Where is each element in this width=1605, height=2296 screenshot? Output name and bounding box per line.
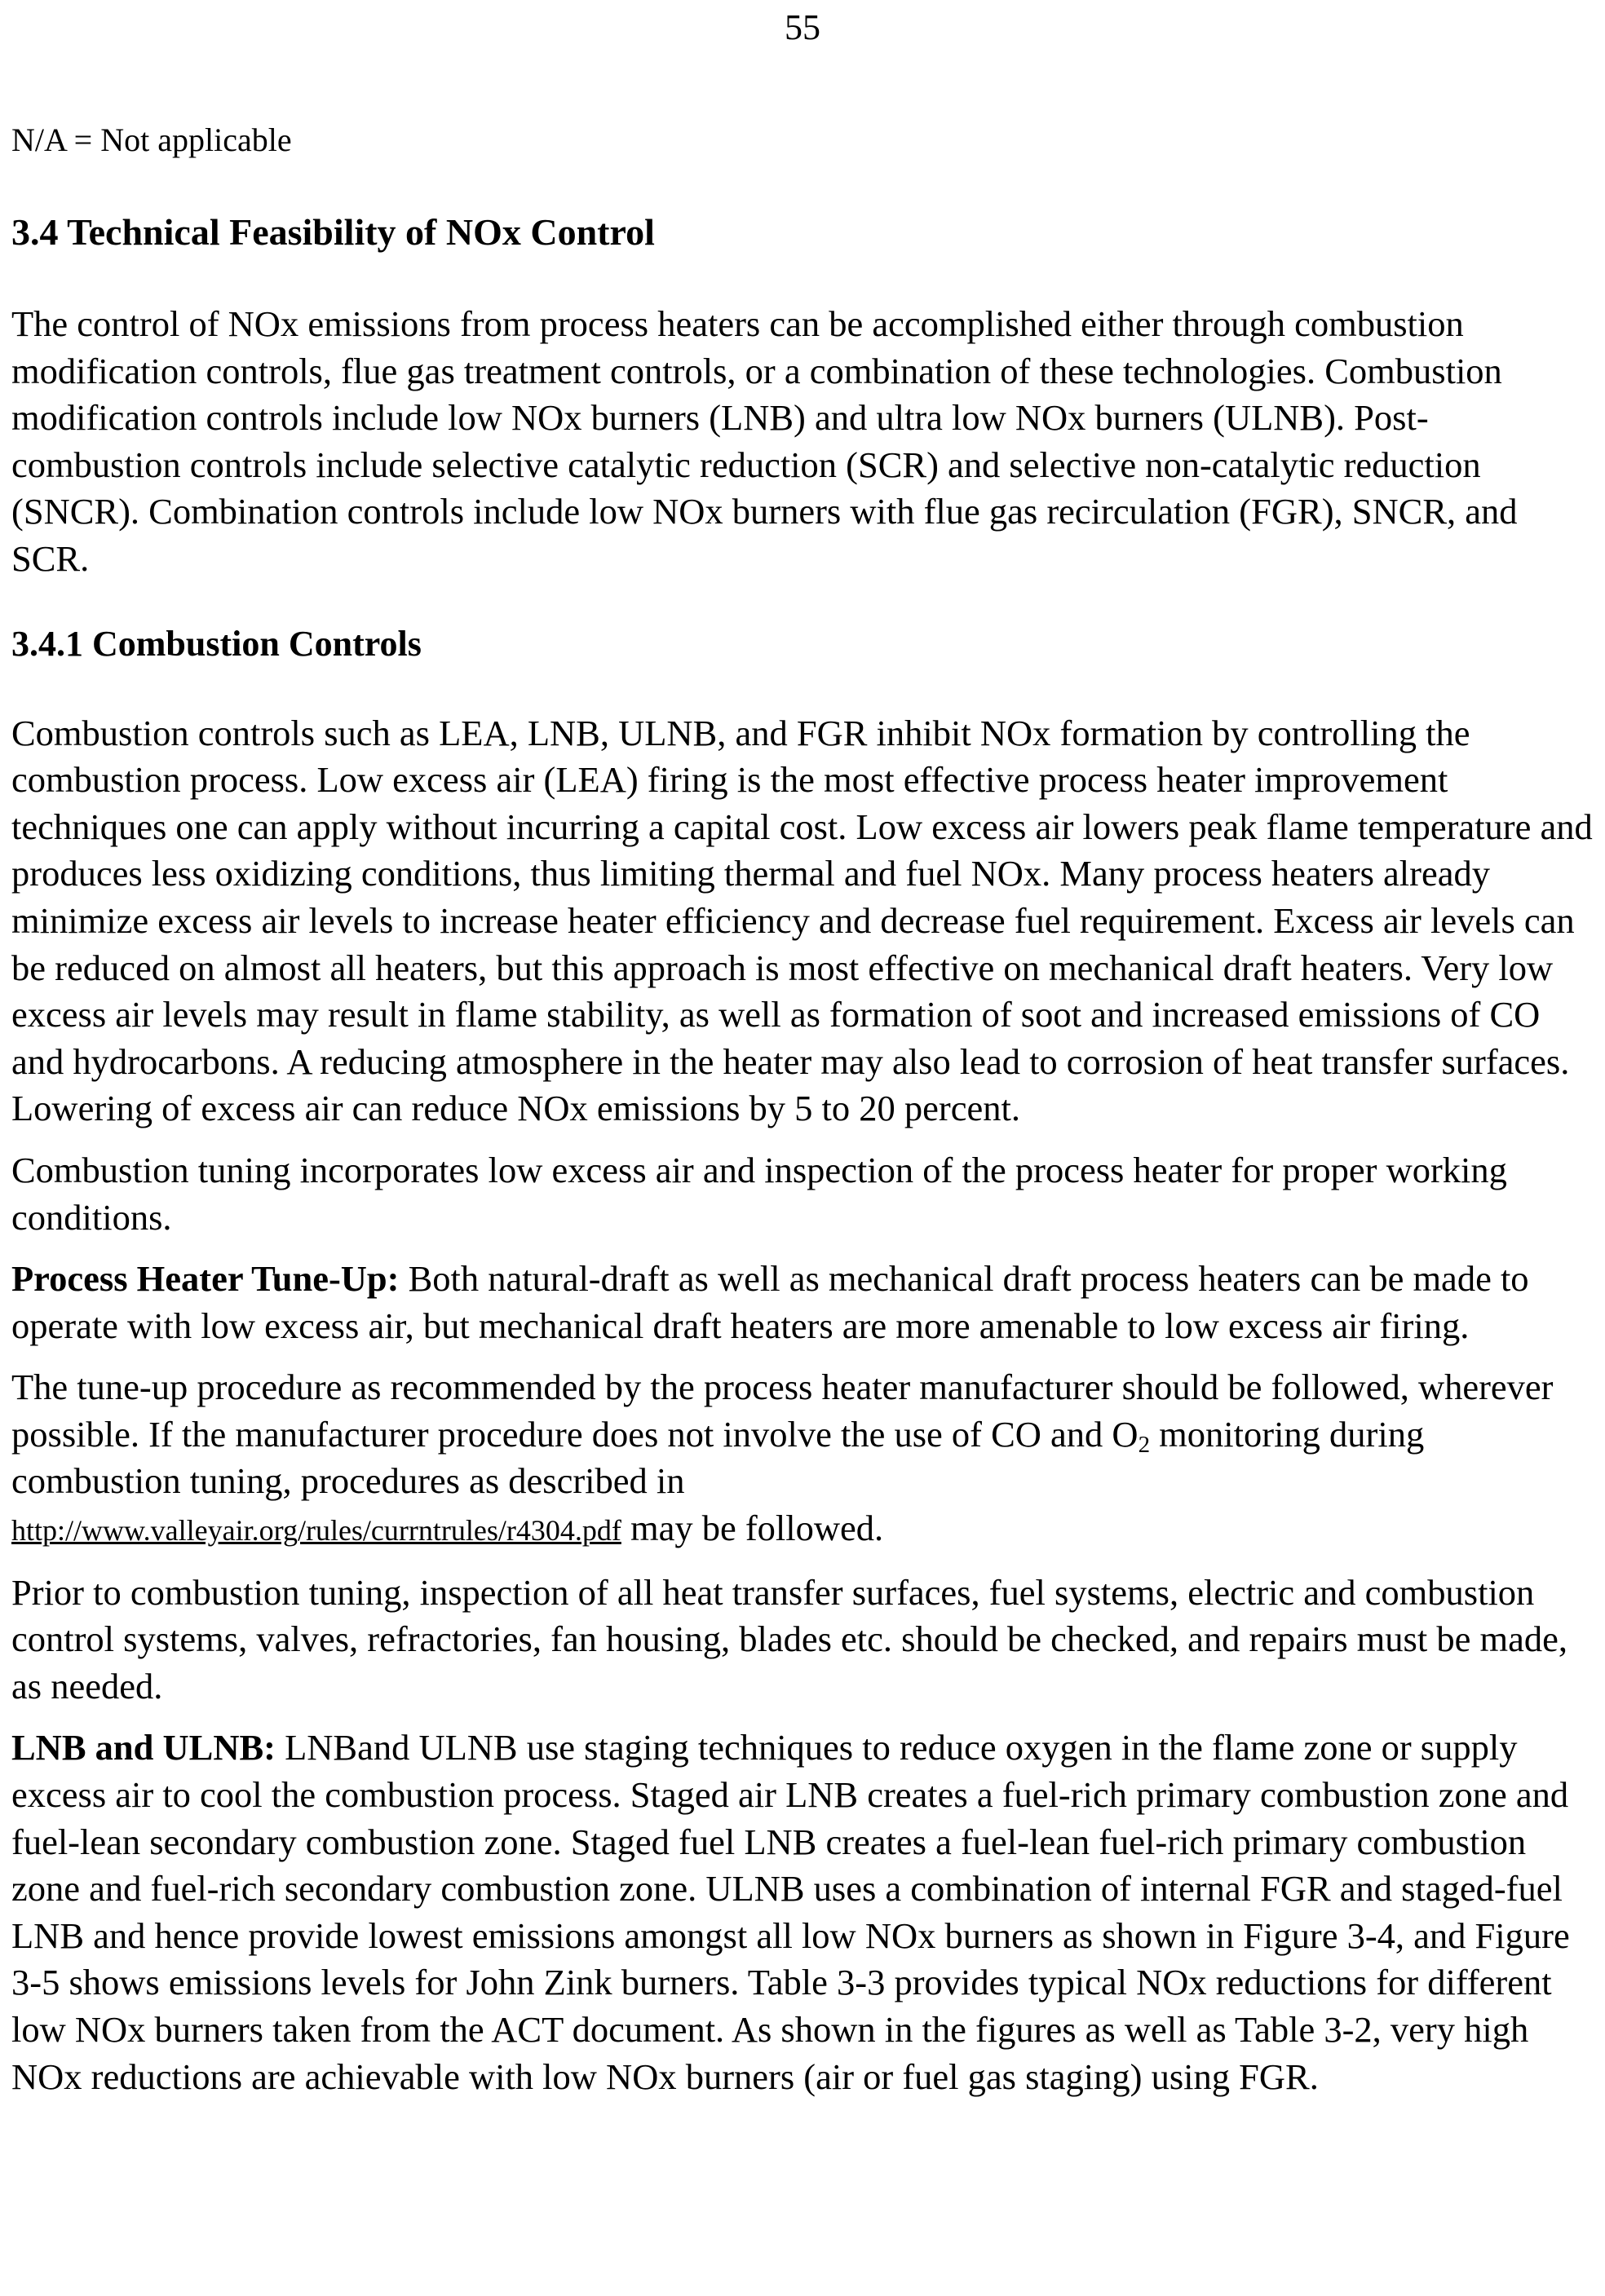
inspection-paragraph: Prior to combustion tuning, inspection of all heat transfer surfaces, fuel systems, electric and combustion control systems, valves, refractories, fan housing, blades etc. should be checked, and repairs must be made, as needed. — [11, 1571, 1567, 1707]
lnb-ulnb-lead: LNB and ULNB: — [11, 1727, 276, 1768]
tune-up-text: Both natural-draft as well as mechanical draft process heaters can be made to operate with low excess air, but mechanical draft heaters are more amenable to low excess air firing. — [11, 1258, 1529, 1346]
subsection-heading: 3.4.1 Combustion Controls — [11, 623, 422, 664]
table-footnote: N/A = Not applicable — [11, 121, 292, 158]
procedure-text-end: may be followed. — [621, 1508, 884, 1549]
procedure-text-middle: monitoring during combustion tuning, procedures as described in — [11, 1413, 1425, 1502]
page-number: 55 — [785, 7, 820, 47]
combustion-controls-paragraph: Combustion controls such as LEA, LNB, ULNB, and FGR inhibit NOx formation by controlling the combustion process. Low excess air (LEA) firing is the most effective process heater improvement techniques one can apply without incurring a capital cost. Low excess air lowers peak flame temperature and produces less oxidizing conditions, thus limiting thermal and fuel NOx. Many process heaters already minimize excess air levels to increase heater efficiency and decrease fuel requirement. Excess air levels can be reduced on almost all heaters, but this approach is most effective on mechanical draft heaters. Very low excess air levels may result in flame stability, as well as formation of soot and increased emissions of CO and hydrocarbons. A reducing atmosphere in the heater may also lead to corrosion of heat transfer surfaces. Lowering of excess air can reduce NOx emissions by 5 to 20 percent. — [11, 712, 1593, 1129]
lnb-ulnb-text: LNBand ULNB use staging techniques to reduce oxygen in the flame zone or supply excess air to cool the combustion process. Staged air LNB creates a fuel-rich primary combustion zone and fuel-lean secondary combustion zone. Staged fuel LNB creates a fuel-lean fuel-rich primary combustion zone and fuel-rich secondary combustion zone. ULNB uses a combination of internal FGR and staged-fuel LNB and hence provide lowest emissions amongst all low NOx burners as shown in Figure 3-4, and Figure 3-5 shows emissions levels for John Zink burners. Table 3-3 provides typical NOx reductions for different low NOx burners taken from the ACT document. As shown in the figures as well as Table 3-2, very high NOx reductions are achievable with low NOx burners (air or fuel gas staging) using FGR. — [11, 1727, 1570, 2097]
tune-up-paragraph — [11, 1256, 1594, 1349]
intro-paragraph: The control of NOx emissions from process heaters can be accomplished either through combustion modification controls, flue gas treatment controls, or a combination of these technologies. Combustion modification controls include low NOx burners (LNB) and ultra low NOx burners (ULNB). Post-combustion controls include selective catalytic reduction (SCR) and selective non-catalytic reduction (SNCR). Combination controls include low NOx burners with flue gas recirculation (FGR), SNCR, and SCR. — [11, 303, 1518, 579]
lnb-ulnb-paragraph — [11, 1724, 1594, 2100]
tune-up-procedure-paragraph — [11, 1364, 1594, 1554]
tune-up-lead: Process Heater Tune-Up: — [11, 1258, 400, 1300]
combustion-tuning-paragraph: Combustion tuning incorporates low excess air and inspection of the process heater for proper working conditions. — [11, 1149, 1507, 1238]
section-heading: 3.4 Technical Feasibility of NOx Control — [11, 211, 655, 253]
document-body — [11, 208, 1594, 2100]
valleyair-rule-link[interactable]: http://www.valleyair.org/rules/currntrules/r4304.pdf — [11, 1514, 621, 1548]
oxygen-subscript: 2 — [1138, 1432, 1151, 1459]
procedure-text-start: The tune-up procedure as recommended by the process heater manufacturer should be followed, wherever possible. If the manufacturer procedure does not involve the use of CO and O — [11, 1367, 1554, 1455]
